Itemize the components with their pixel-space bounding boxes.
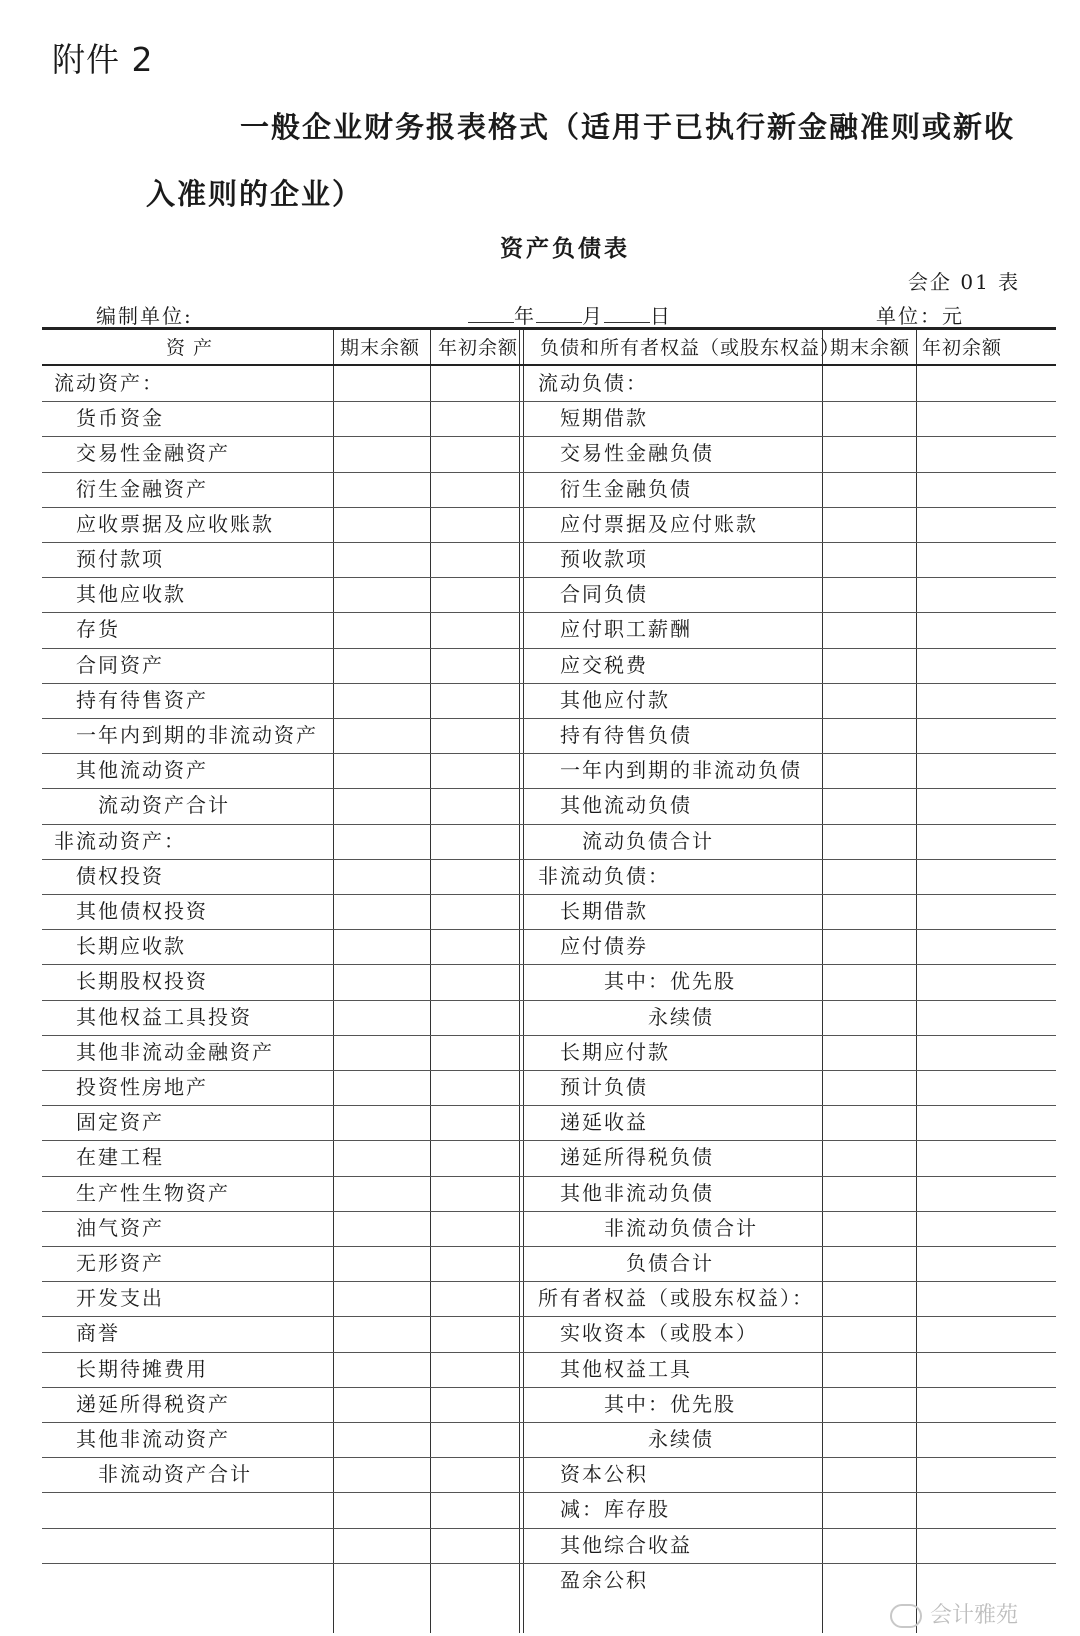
col-divider <box>519 330 520 1633</box>
row-divider <box>42 436 1056 437</box>
col-divider <box>523 330 524 1633</box>
row-divider <box>42 824 1056 825</box>
row-divider <box>42 1492 1056 1493</box>
row-divider <box>42 612 1056 613</box>
prepared-by-label: 编制单位: <box>96 304 193 328</box>
date-line <box>468 300 672 329</box>
row-divider <box>42 1000 1056 1001</box>
row-divider <box>42 683 1056 684</box>
asset-row-label: 在建工程 <box>76 1145 164 1170</box>
asset-row-label: 开发支出 <box>76 1286 164 1311</box>
asset-row-label: 存货 <box>76 617 120 642</box>
liability-row-label: 其他综合收益 <box>560 1532 692 1557</box>
row-divider <box>42 788 1056 789</box>
liability-row-label: 持有待售负债 <box>560 723 692 747</box>
row-divider <box>42 1457 1056 1458</box>
asset-row-label: 交易性金融资产 <box>76 441 230 466</box>
liability-row-label: 非流动负债合计 <box>604 1215 758 1240</box>
asset-row-label: 货币资金 <box>76 406 164 431</box>
attachment-label: 附件 2 <box>52 40 154 79</box>
asset-row-label: 持有待售资产 <box>76 687 208 712</box>
row-divider <box>42 1387 1056 1388</box>
header-begin-balance: 年初余额 <box>438 337 519 359</box>
table-title: 资产负债表 <box>500 235 630 262</box>
liability-row-label: 衍生金融负债 <box>560 476 692 501</box>
row-divider <box>42 1281 1056 1282</box>
liability-row-label: 减：库存股 <box>560 1497 670 1522</box>
asset-row-label: 预付款项 <box>76 547 164 571</box>
row-divider <box>42 753 1056 754</box>
liability-row-label: 长期应付款 <box>560 1039 670 1064</box>
liability-row-label: 应付债券 <box>560 934 648 959</box>
wechat-icon <box>890 1604 922 1628</box>
liability-row-label: 递延所得税负债 <box>560 1145 714 1170</box>
header-end-balance: 期末余额 <box>340 337 421 359</box>
day-blank <box>604 304 650 323</box>
month-label: 月 <box>582 304 604 328</box>
asset-row-label: 合同资产 <box>76 652 164 677</box>
asset-row-label: 其他权益工具投资 <box>76 1004 252 1029</box>
col-divider <box>916 330 917 1633</box>
row-divider <box>42 718 1056 719</box>
row-divider <box>42 648 1056 649</box>
asset-row-label: 一年内到期的非流动资产 <box>76 723 318 747</box>
row-divider <box>42 1422 1056 1423</box>
row-divider <box>42 1070 1056 1071</box>
asset-row-label: 生产性生物资产 <box>76 1180 230 1205</box>
liability-row-label: 其他权益工具 <box>560 1356 692 1381</box>
row-divider <box>42 859 1056 860</box>
liability-row-label: 实收资本（或股本） <box>560 1321 758 1346</box>
asset-row-label: 油气资产 <box>76 1215 164 1240</box>
header-assets: 资 产 <box>166 337 214 359</box>
row-divider <box>42 1352 1056 1353</box>
row-divider <box>42 1035 1056 1036</box>
liability-row-label: 其他流动负债 <box>560 793 692 818</box>
liability-row-label: 应付票据及应付账款 <box>560 511 758 536</box>
row-divider <box>42 1316 1056 1317</box>
asset-row-label: 衍生金融资产 <box>76 476 208 501</box>
liability-row-label: 其中：优先股 <box>604 969 736 994</box>
row-divider <box>42 1211 1056 1212</box>
asset-row-label: 应收票据及应收账款 <box>76 511 274 536</box>
asset-row-label: 流动资产： <box>54 371 164 395</box>
asset-row-label: 长期应收款 <box>76 934 186 959</box>
liability-row-label: 短期借款 <box>560 406 648 431</box>
header-begin-balance-right: 年初余额 <box>922 337 1003 359</box>
col-divider <box>822 330 823 1633</box>
liability-row-label: 应交税费 <box>560 652 648 677</box>
row-divider <box>42 894 1056 895</box>
liability-row-label: 预计负债 <box>560 1075 648 1099</box>
liability-row-label: 合同负债 <box>560 582 648 607</box>
row-divider <box>42 1246 1056 1247</box>
liability-row-label: 其他应付款 <box>560 687 670 712</box>
row-divider <box>42 1563 1056 1564</box>
form-code: 会企 01 表 <box>908 270 1021 294</box>
row-divider <box>42 542 1056 543</box>
header-liabilities-equity: 负债和所有者权益（或股东权益） <box>540 337 841 359</box>
header-end-balance-right: 期末余额 <box>830 337 911 359</box>
row-divider <box>42 929 1056 930</box>
asset-row-label: 流动资产合计 <box>98 793 230 818</box>
asset-row-label: 其他债权投资 <box>76 899 208 923</box>
liability-row-label: 永续债 <box>648 1004 714 1029</box>
asset-row-label: 其他应收款 <box>76 582 186 607</box>
asset-row-label: 其他非流动资产 <box>76 1427 230 1451</box>
row-divider <box>42 1176 1056 1177</box>
asset-row-label: 其他非流动金融资产 <box>76 1039 274 1064</box>
header-bottom-rule <box>42 364 1056 366</box>
liability-row-label: 预收款项 <box>560 547 648 571</box>
liability-row-label: 流动负债： <box>538 371 648 395</box>
liability-row-label: 负债合计 <box>626 1251 714 1275</box>
watermark <box>890 1598 1018 1629</box>
asset-row-label: 长期股权投资 <box>76 969 208 994</box>
liability-row-label: 所有者权益（或股东权益）： <box>538 1286 814 1311</box>
asset-row-label: 非流动资产合计 <box>98 1462 252 1487</box>
liability-row-label: 长期借款 <box>560 899 648 923</box>
year-label: 年 <box>514 304 536 328</box>
asset-row-label: 递延所得税资产 <box>76 1391 230 1416</box>
row-divider <box>42 401 1056 402</box>
liability-row-label: 其中：优先股 <box>604 1391 736 1416</box>
liability-row-label: 一年内到期的非流动负债 <box>560 758 802 783</box>
row-divider <box>42 1105 1056 1106</box>
row-divider <box>42 507 1056 508</box>
asset-row-label: 无形资产 <box>76 1251 164 1275</box>
row-divider <box>42 1528 1056 1529</box>
day-label: 日 <box>650 304 672 328</box>
asset-row-label: 商誉 <box>76 1321 120 1346</box>
liability-row-label: 其他非流动负债 <box>560 1180 714 1205</box>
liability-row-label: 交易性金融负债 <box>560 441 714 466</box>
asset-row-label: 债权投资 <box>76 863 164 888</box>
col-divider <box>333 330 334 1633</box>
liability-row-label: 资本公积 <box>560 1462 648 1487</box>
watermark-text: 会计雅苑 <box>930 1603 1019 1628</box>
liability-row-label: 永续债 <box>648 1427 714 1451</box>
asset-row-label: 投资性房地产 <box>76 1075 208 1099</box>
row-divider <box>42 577 1056 578</box>
liability-row-label: 非流动负债： <box>538 863 670 888</box>
asset-row-label: 长期待摊费用 <box>76 1356 208 1381</box>
liability-row-label: 应付职工薪酬 <box>560 617 692 642</box>
document-title-continued: 入准则的企业） <box>146 177 364 211</box>
unit-label: 单位：元 <box>876 304 964 328</box>
asset-row-label: 固定资产 <box>76 1110 164 1135</box>
balance-sheet-table <box>42 327 1056 1633</box>
document-title: 一般企业财务报表格式（适用于已执行新金融准则或新收 <box>240 110 1016 144</box>
month-blank <box>536 304 582 323</box>
row-divider <box>42 472 1056 473</box>
liability-row-label: 递延收益 <box>560 1110 648 1135</box>
col-divider <box>430 330 431 1633</box>
asset-row-label: 非流动资产： <box>54 828 186 853</box>
asset-row-label: 其他流动资产 <box>76 758 208 783</box>
year-blank <box>468 304 514 323</box>
liability-row-label: 盈余公积 <box>560 1567 648 1592</box>
row-divider <box>42 1140 1056 1141</box>
liability-row-label: 流动负债合计 <box>582 828 714 853</box>
row-divider <box>42 964 1056 965</box>
